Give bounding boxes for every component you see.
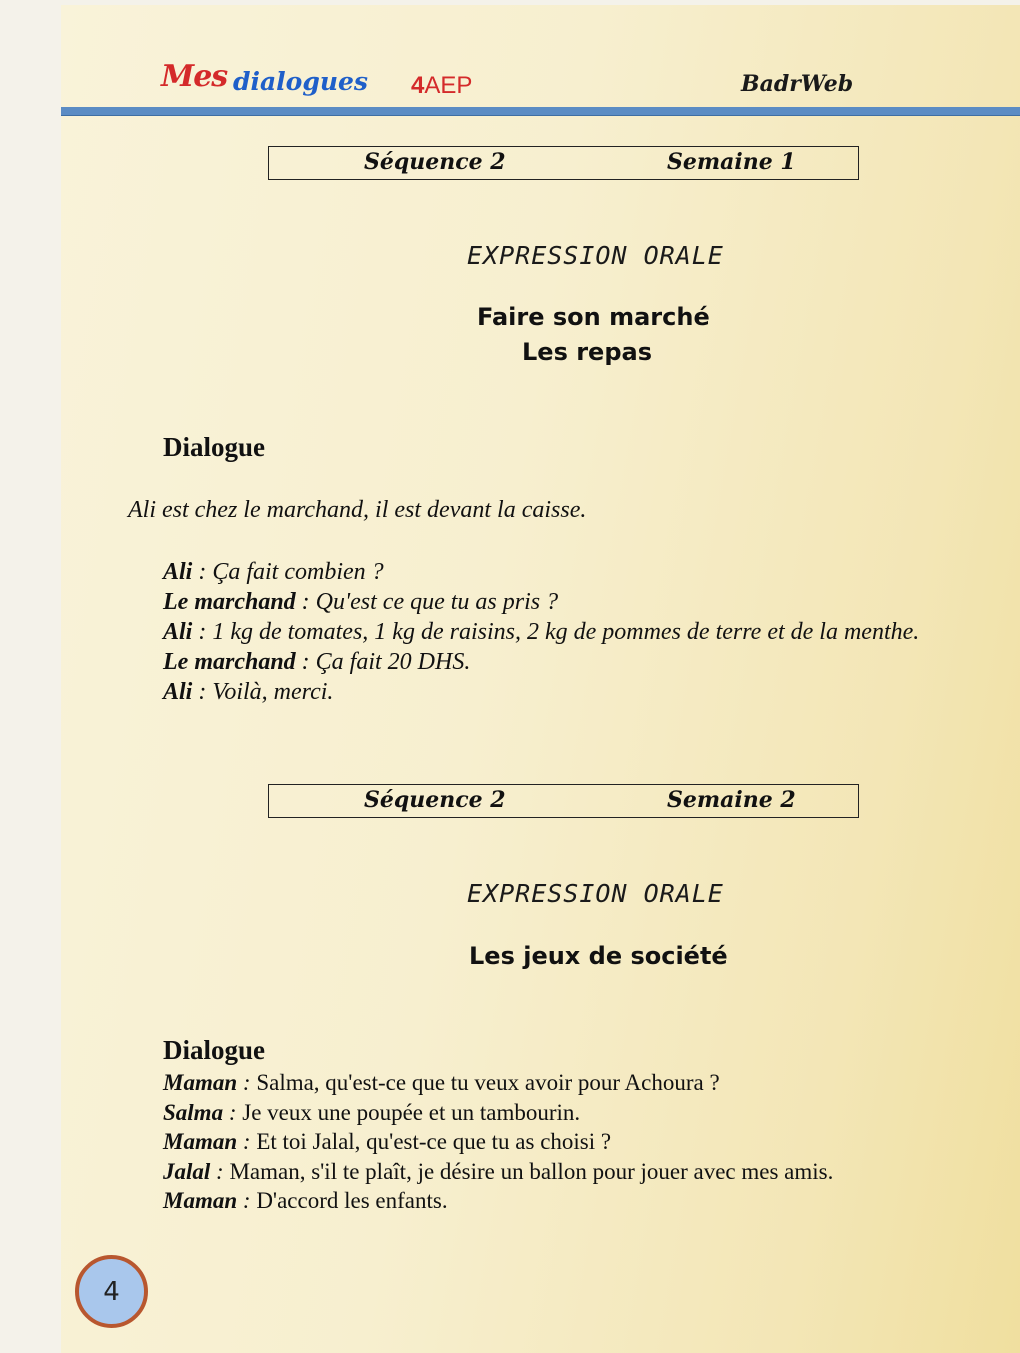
level-text: AEP (424, 72, 473, 99)
lesson-title: Faire son marché (477, 303, 710, 331)
dialogue-intro: Ali est chez le marchand, il est devant la caisse. (128, 497, 587, 523)
dialogue-line (163, 1186, 833, 1216)
dialogue-line (163, 1157, 833, 1187)
page-number-badge: 4 (75, 1255, 148, 1328)
speaker: Ali (163, 679, 193, 705)
dialogue-line (163, 1098, 833, 1128)
speaker: Jalal (163, 1158, 211, 1184)
line-text: : Ça fait combien ? (192, 559, 384, 585)
separator: : (237, 1070, 257, 1095)
sequence-label: Séquence 2 (364, 787, 506, 813)
sequence-box-1 (268, 146, 859, 180)
dialogue-line (163, 1127, 833, 1157)
section-heading: EXPRESSION ORALE (467, 241, 724, 270)
line-text: : Qu'est ce que tu as pris ? (295, 589, 559, 615)
dialogue-line (163, 677, 919, 707)
header-site-name: BadrWeb (741, 71, 854, 97)
level-number: 4 (411, 72, 425, 99)
speaker: Le marchand (163, 649, 296, 675)
speaker: Maman (163, 1070, 238, 1095)
line-text: : 1 kg de tomates, 1 kg de raisins, 2 kg de pommes de terre et de la menthe. (192, 619, 920, 645)
line-text: Et toi Jalal, qu'est-ce que tu as choisi ? (256, 1129, 612, 1154)
dialogue-lines-2 (163, 1068, 833, 1216)
dialogue-lines-1 (163, 557, 919, 707)
dialogue-heading: Dialogue (163, 1035, 266, 1065)
dialogue-line (163, 617, 919, 647)
dialogue-line (163, 647, 919, 677)
speaker: Maman (163, 1188, 238, 1213)
separator: : (210, 1158, 230, 1184)
dialogue-heading: Dialogue (163, 432, 266, 462)
line-text: D'accord les enfants. (256, 1188, 448, 1213)
header-title-mes: Mes (161, 59, 228, 94)
header-title-dialogues: dialogues (233, 67, 368, 96)
dialogue-line (163, 1068, 833, 1098)
speaker: Salma (163, 1099, 224, 1125)
line-text: Je veux une poupée et un tambourin. (242, 1099, 581, 1125)
speaker: Le marchand (163, 589, 296, 615)
line-text: Maman, s'il te plaît, je désire un ballon pour jouer avec mes amis. (229, 1158, 834, 1184)
speaker: Maman (163, 1129, 238, 1154)
speaker: Ali (163, 619, 193, 645)
sequence-label: Séquence 2 (364, 149, 506, 175)
lesson-title: Les jeux de société (469, 942, 728, 970)
week-label: Semaine 1 (667, 149, 796, 175)
dialogue-line (163, 557, 919, 587)
separator: : (237, 1188, 257, 1213)
sequence-box-2 (268, 784, 859, 818)
header-level (411, 72, 472, 100)
document-page (61, 5, 1020, 1353)
header-divider (61, 107, 1020, 116)
speaker: Ali (163, 559, 193, 585)
line-text: : Ça fait 20 DHS. (295, 649, 471, 675)
line-text: Salma, qu'est-ce que tu veux avoir pour Achoura ? (256, 1070, 720, 1095)
week-label: Semaine 2 (667, 787, 796, 813)
dialogue-line (163, 587, 919, 617)
separator: : (237, 1129, 257, 1154)
section-heading: EXPRESSION ORALE (467, 879, 724, 908)
separator: : (223, 1099, 243, 1125)
line-text: : Voilà, merci. (192, 679, 334, 705)
lesson-subtitle: Les repas (522, 338, 652, 366)
